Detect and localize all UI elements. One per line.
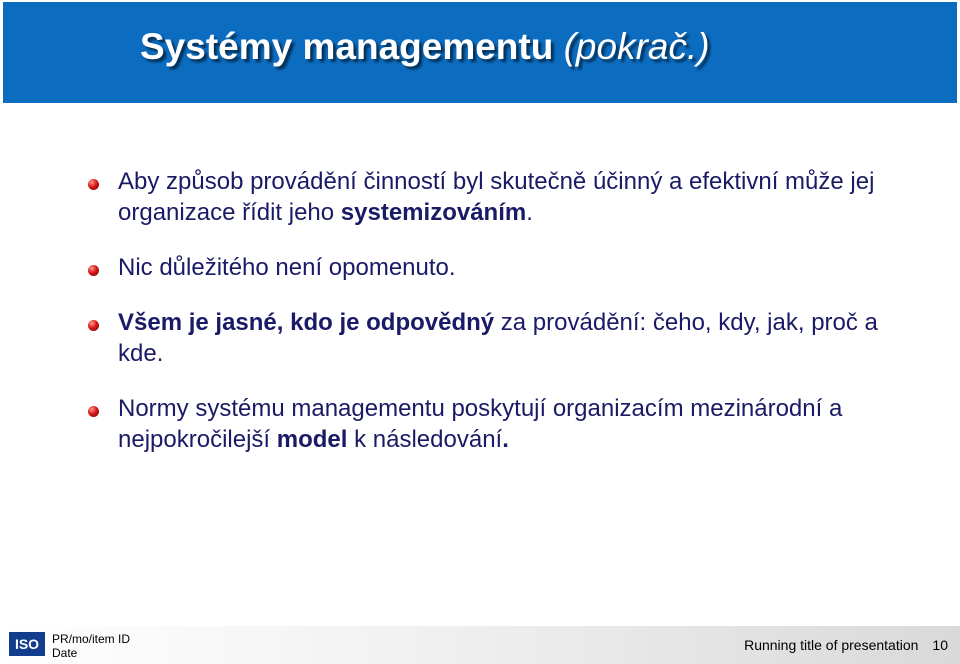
bullet-text: . [526, 199, 533, 226]
running-title: Running title of presentation [744, 637, 919, 653]
bullet-list [88, 166, 918, 455]
footer-id: PR/mo/item ID [52, 632, 131, 646]
iso-logo-text: ISO [14, 636, 40, 652]
title-main: Systémy managementu [140, 26, 554, 67]
bullet-item [88, 393, 918, 455]
footer-right [744, 637, 948, 653]
bullet-icon [88, 320, 99, 331]
page-number: 10 [932, 637, 948, 653]
bullet-text: Nic důležitého není opomenuto. [118, 254, 456, 281]
footer-meta [52, 632, 130, 660]
bullet-icon [88, 179, 99, 190]
slide-title [140, 26, 710, 68]
bullet-item [88, 252, 918, 283]
bullet-text-bold: model [276, 426, 348, 453]
bullet-text-bold: Všem je jasné, kdo je odpovědný [118, 309, 495, 336]
bullet-text: za provádění: čeho, kdy, jak, proč a kde. [118, 309, 878, 367]
bullet-text-bold: systemizováním [340, 199, 527, 226]
iso-logo-icon [9, 632, 45, 656]
bullet-item [88, 166, 918, 228]
footer-date: Date [52, 646, 78, 660]
bullet-item [88, 307, 918, 369]
title-continuation: (pokrač.) [563, 26, 710, 67]
bullet-text: Normy systému managementu poskytují organizacím mezinárodní a nejpokročilejší [118, 395, 843, 453]
bullet-text-bold: . [502, 426, 509, 453]
iso-logo [7, 630, 47, 658]
bullet-text: Aby způsob provádění činností byl skutečně účinný a efektivní může jej organizace řídit jeho [118, 168, 875, 226]
bullet-icon [88, 265, 99, 276]
bullet-text: k následování [347, 426, 503, 453]
bullet-icon [88, 406, 99, 417]
